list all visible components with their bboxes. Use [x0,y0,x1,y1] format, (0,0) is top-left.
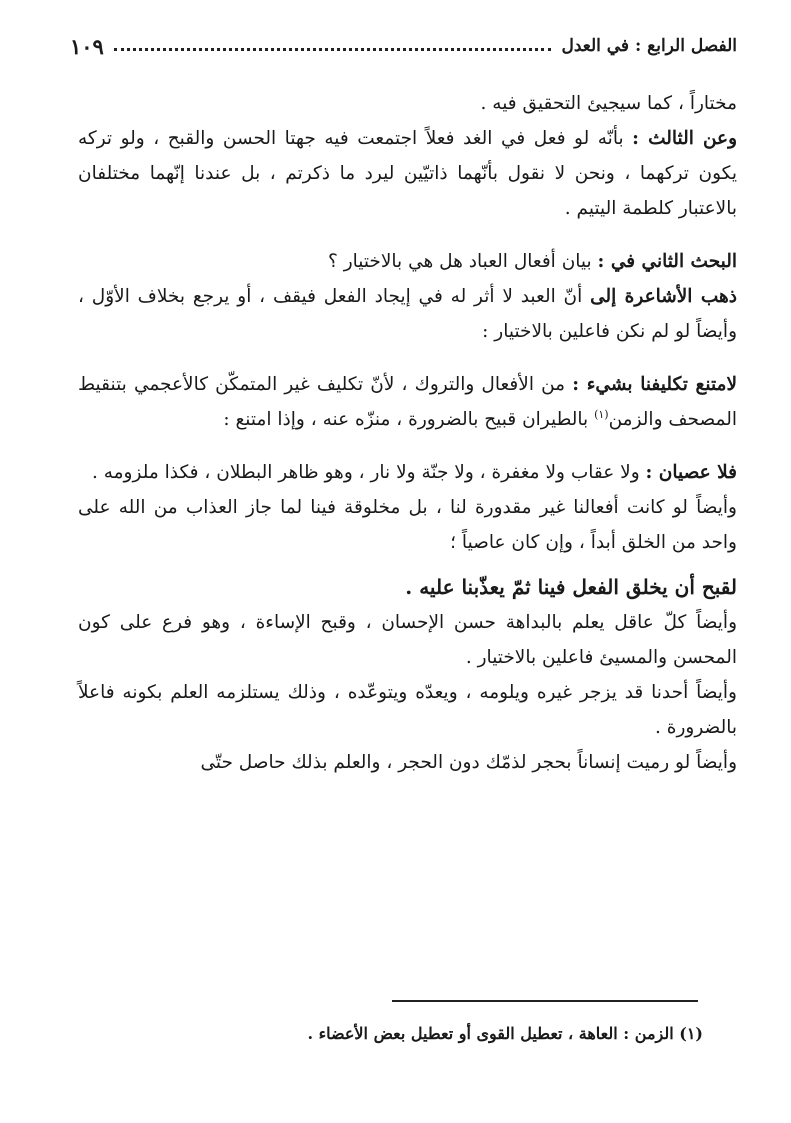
paragraph [78,455,737,490]
paragraph-label: البحث الثاني في : [597,251,737,272]
paragraph [78,745,737,780]
paragraph-text-continued: بالطيران قبيح بالضرورة ، منزّه عنه ، وإذا امتنع : [223,409,595,430]
footnote-separator [392,1000,698,1002]
paragraph-text: بأنّه لو فعل في الغد فعلاً اجتمعت فيه جهتا الحسن والقبح ، ولو تركه يكون تركهما ، ونحن لا نقول بأنّهما ذاتيّين ليرد ما ذكرتم ، بل عندنا إنّهما مختلفان بالاعتبار كلطمة اليتيم . [78,128,737,219]
paragraph-text: وأيضاً كلّ عاقل يعلم بالبداهة حسن الإحسان ، وقبح الإساءة ، وهو فرع على كون المحسن والمسيئ فاعلين بالاختيار . [78,612,737,668]
paragraph-text: أنّ العبد لا أثر له في إيجاد الفعل فيقف ، أو يرجع بخلاف الأوّل ، وأيضاً لو لم نكن فاعلين بالاختيار : [78,286,737,342]
paragraph [78,86,737,121]
paragraph-label: وعن الثالث : [632,128,737,149]
paragraph-text: مختاراً ، كما سيجيئ التحقيق فيه . [480,93,737,114]
paragraph-text: من الأفعال والتروك ، لأنّ تكليف غير المتمكّن كالأعجمي بتنقيط المصحف والزمن [78,374,737,430]
paragraph-text: بيان أفعال العباد هل هي بالاختيار ؟ [328,251,598,272]
paragraph [78,367,737,437]
paragraph [78,490,737,560]
paragraph [78,675,737,745]
body-text [78,86,737,780]
running-title: الفصل الرابع : في العدل [561,36,737,56]
running-header [70,30,737,62]
paragraph-label: ذهب الأشاعرة إلى [590,286,737,307]
paragraph-label: لقبح أن يخلق الفعل فينا ثمّ يعذّبنا عليه . [405,575,737,599]
footnote-number: (١) [679,1024,703,1043]
paragraph-text: وأيضاً لو رميت إنساناً بحجر لذمّك دون الحجر ، والعلم بذلك حاصل حتّى [200,752,737,773]
paragraph [78,121,737,226]
paragraph-label: لامتنع تكليفنا بشيء : [572,374,737,395]
footnote [78,1020,703,1048]
footnote-marker: (١) [594,407,609,421]
paragraph [78,279,737,349]
paragraph-text: ولا عقاب ولا مغفرة ، ولا جنّة ولا نار ، وهو ظاهر البطلان ، فكذا ملزومه . [91,462,646,483]
paragraph-label: فلا عصيان : [645,462,737,483]
paragraph-text: وأيضاً أحدنا قد يزجر غيره ويلومه ، ويعدّه ويتوعّده ، وذلك يستلزمه العلم بكونه فاعلاً بالضرورة . [78,682,737,738]
paragraph [78,570,737,605]
page-number: ١٠٩ [70,33,104,59]
paragraph-text: وأيضاً لو كانت أفعالنا غير مقدورة لنا ، بل مخلوقة فينا لما جاز العذاب من الله على واحد من الخلق أبداً ، وإن كان عاصياً ؛ [78,497,737,553]
dotted-leader [114,48,552,51]
paragraph [78,244,737,279]
paragraph [78,605,737,675]
footnote-text: الزمن : العاهة ، تعطيل القوى أو تعطيل بعض الأعضاء . [307,1024,674,1043]
